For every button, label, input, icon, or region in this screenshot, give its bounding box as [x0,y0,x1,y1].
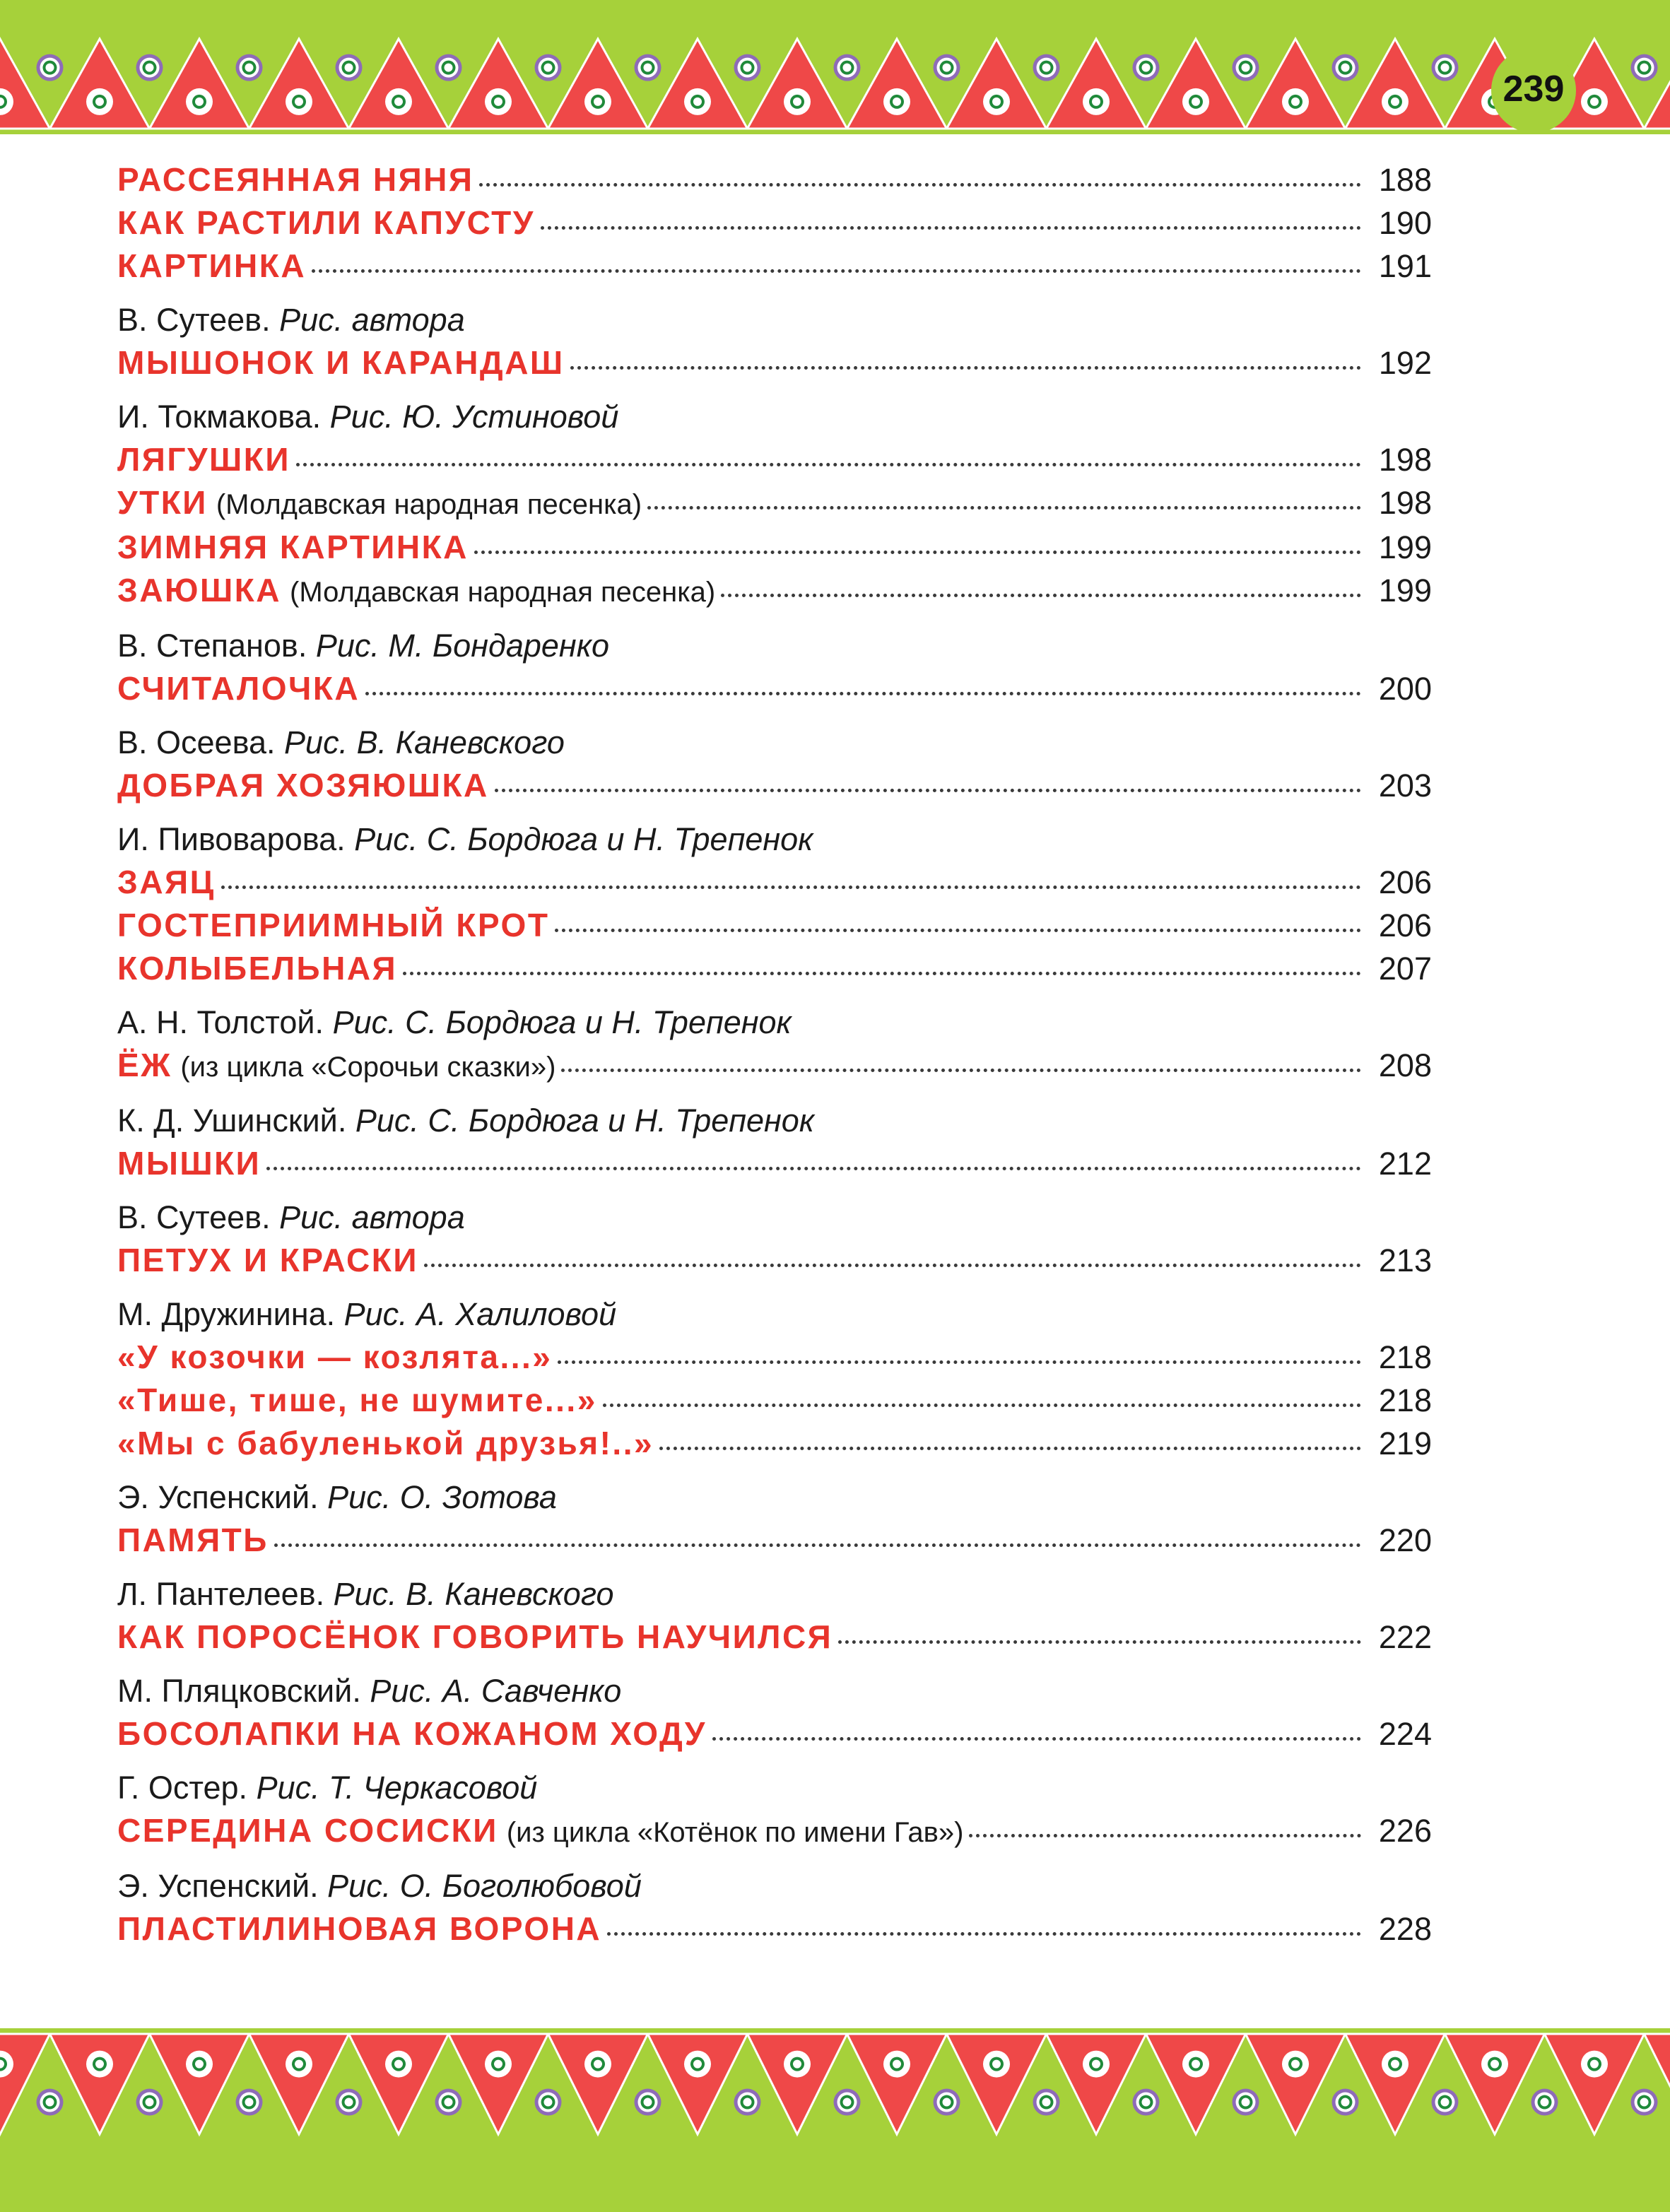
author-line [117,1196,1432,1239]
dot-leader [969,1834,1361,1837]
entry-title: ЁЖ [117,1047,172,1083]
entry-title: СЕРЕДИНА СОСИСКИ [117,1812,498,1849]
ornament-circle [644,2098,652,2107]
author-name: И. Токмакова. [117,399,322,435]
ornament-circle [594,2060,602,2069]
page-number: 239 [1503,69,1565,110]
dot-leader [274,1543,1361,1547]
dot-leader [603,1404,1361,1407]
entry-note: (из цикла «Котёнок по имени Гав») [506,1817,964,1848]
entry-page-number: 219 [1378,1425,1432,1461]
toc-entry[interactable] [117,1616,1432,1659]
author-name: М. Дружинина. [117,1296,336,1332]
bottom-ornament-border [0,2028,1670,2212]
toc-entry[interactable] [117,158,1432,201]
entry-title: КАК РАСТИЛИ КАПУСТУ [117,204,535,241]
ornament-circle [1640,64,1649,72]
dot-leader [479,183,1361,187]
author-name: В. Сутеев. [117,302,271,338]
ornament-circle [1341,64,1350,72]
author-name: Э. Успенский. [117,1479,319,1515]
entry-page-number: 203 [1378,767,1432,804]
entry-title: ПЕТУХ И КРАСКИ [117,1242,418,1278]
ornament-circle [1541,2098,1549,2107]
author-line [117,1670,1432,1712]
ornament-circle [295,98,303,106]
ornament-circle [544,64,553,72]
entry-page-number: 200 [1378,671,1432,707]
author-name: В. Сутеев. [117,1199,271,1235]
entry-page-number: 199 [1378,529,1432,565]
author-line [117,722,1432,764]
toc-entry[interactable] [117,904,1432,947]
ornament-circle [95,98,104,106]
ornament-circle [943,2098,951,2107]
illustrator: Рис. А. Халиловой [343,1296,617,1332]
entry-title: ПЛАСТИЛИНОВАЯ ВОРОНА [117,1910,602,1947]
toc-entry[interactable] [117,481,1432,526]
entry-note: (из цикла «Сорочьи сказки») [180,1052,556,1083]
toc-entry[interactable] [117,667,1432,710]
author-line [117,625,1432,667]
ornament-circle [893,2060,901,2069]
dot-leader [312,269,1361,273]
ornament-circle [195,98,204,106]
toc-entry[interactable] [117,438,1432,481]
entry-page-number: 188 [1378,162,1432,198]
dot-leader [221,886,1361,889]
entry-page-number: 220 [1378,1522,1432,1558]
illustrator: Рис. Т. Черкасовой [256,1770,538,1806]
ornament-circle [445,2098,453,2107]
dot-leader [555,929,1361,932]
dot-leader [365,692,1361,695]
ornament-circle [743,2098,752,2107]
toc-entry[interactable] [117,1422,1432,1465]
author-name: А. Н. Толстой. [117,1004,324,1040]
ornament-circle [1441,64,1450,72]
illustrator: Рис. Ю. Устиновой [329,399,619,435]
ornament-circle [992,2060,1001,2069]
illustrator: Рис. С. Бордюга и Н. Трепенок [355,1102,815,1139]
entry-page-number: 212 [1378,1146,1432,1182]
dot-leader [647,506,1361,510]
ornament-circle [195,2060,204,2069]
ornament-circle [1092,98,1100,106]
ornament-circle [1242,2098,1250,2107]
dot-leader [838,1640,1361,1644]
author-name: И. Пивоварова. [117,821,346,857]
ornament-circle [1341,2098,1350,2107]
entry-page-number: 199 [1378,572,1432,608]
illustrator: Рис. О. Зотова [327,1479,557,1515]
entry-title: КАК ПОРОСЁНОК ГОВОРИТЬ НАУЧИЛСЯ [117,1618,833,1655]
ornament-circle [793,98,801,106]
ornament-circle [943,64,951,72]
toc-entry[interactable] [117,1907,1432,1951]
entry-page-number: 198 [1378,442,1432,478]
dot-leader [659,1447,1361,1450]
ornament-circle [1192,98,1200,106]
entry-title: РАССЕЯННАЯ НЯНЯ [117,161,474,198]
ornament-circle [1391,98,1399,106]
entry-title: УТКИ [117,484,208,521]
ornament-circle [1640,2098,1649,2107]
author-name: Г. Остер. [117,1770,248,1806]
author-name: В. Степанов. [117,628,307,664]
dot-leader [296,463,1361,466]
dot-leader [541,226,1361,230]
author-line [117,396,1432,438]
entry-title: ЗАЮШКА [117,572,281,608]
ornament-circle [1590,98,1599,106]
entry-title: КОЛЫБЕЛЬНАЯ [117,950,398,987]
dot-leader [495,789,1361,792]
author-line [117,1293,1432,1336]
author-line [117,1573,1432,1616]
dot-leader [721,594,1361,597]
toc-entry[interactable] [117,1519,1432,1562]
entry-title: «У козочки — козлята...» [117,1339,553,1375]
ornament-circle [843,64,852,72]
ornament-circle [1590,2060,1599,2069]
ornament-circle [46,2098,54,2107]
entry-page-number: 206 [1378,907,1432,943]
author-name: М. Пляцковский. [117,1673,361,1709]
entry-title: ЛЯГУШКИ [117,441,290,478]
author-line [117,1476,1432,1519]
ornament-circle [992,98,1001,106]
dot-leader [570,366,1361,370]
author-line [117,1001,1432,1044]
entry-page-number: 190 [1378,205,1432,241]
ornament-circle [345,2098,353,2107]
ornament-circle [146,2098,154,2107]
toc-entry[interactable] [117,201,1432,245]
ornament-circle [1142,2098,1151,2107]
illustrator: Рис. О. Боголюбовой [327,1868,642,1904]
entry-page-number: 192 [1378,345,1432,381]
dot-leader [607,1932,1361,1936]
entry-title: ДОБРАЯ ХОЗЯЮШКА [117,767,489,804]
author-line [117,1100,1432,1142]
entry-page-number: 206 [1378,864,1432,900]
entry-page-number: 218 [1378,1339,1432,1375]
illustrator: Рис. автора [279,302,465,338]
illustrator: Рис. С. Бордюга и Н. Трепенок [354,821,813,857]
ornament-circle [1142,64,1151,72]
toc-entry[interactable] [117,861,1432,904]
ornament-circle [1291,98,1300,106]
entry-page-number: 218 [1378,1382,1432,1418]
ornament-circle [594,98,602,106]
toc-entry[interactable] [117,245,1432,288]
ornament-circle [95,2060,104,2069]
entry-title: «Мы с бабуленькой друзья!..» [117,1425,654,1461]
toc-entry[interactable] [117,947,1432,990]
entry-title: МЫШКИ [117,1145,261,1182]
ornament-circle [693,2060,702,2069]
toc-entry[interactable] [117,1379,1432,1422]
dot-leader [424,1264,1361,1267]
entry-title: КАРТИНКА [117,247,307,284]
ornament-circle [494,98,502,106]
dot-leader [474,551,1361,554]
toc-entry[interactable] [117,569,1432,613]
triangle-ornament [0,2028,1670,2212]
author-line [117,818,1432,861]
entry-page-number: 191 [1378,248,1432,284]
entry-title: ГОСТЕПРИИМНЫЙ КРОТ [117,907,550,943]
ornament-circle [1092,2060,1100,2069]
ornament-circle [494,2060,502,2069]
ornament-circle [544,2098,553,2107]
ornament-circle [1391,2060,1399,2069]
entry-title: СЧИТАЛОЧКА [117,670,360,707]
author-line [117,1767,1432,1809]
dot-leader [403,972,1361,975]
dot-leader [266,1167,1361,1170]
toc-entry[interactable] [117,764,1432,807]
ornament-circle [1291,2060,1300,2069]
entry-page-number: 226 [1378,1813,1432,1849]
ornament-circle [345,64,353,72]
ornament-circle [1042,64,1051,72]
entry-note: (Молдавская народная песенка) [216,489,642,520]
entry-page-number: 208 [1378,1047,1432,1083]
author-name: Э. Успенский. [117,1868,319,1904]
entry-page-number: 213 [1378,1242,1432,1278]
dot-leader [558,1360,1361,1364]
entry-title: ЗИМНЯЯ КАРТИНКА [117,529,469,565]
illustrator: Рис. А. Савченко [370,1673,622,1709]
entry-title: МЫШОНОК И КАРАНДАШ [117,344,565,381]
ornament-circle [445,64,453,72]
triangle-ornament [0,0,1670,134]
ornament-circle [46,64,54,72]
entry-title: БОСОЛАПКИ НА КОЖАНОМ ХОДУ [117,1715,707,1752]
top-ornament-border [0,0,1670,134]
author-name: В. Осеева. [117,724,276,760]
entry-page-number: 222 [1378,1619,1432,1655]
ornament-circle [245,64,254,72]
toc-entry[interactable] [117,1712,1432,1755]
ornament-circle [245,2098,254,2107]
entry-title: «Тише, тише, не шумите...» [117,1382,597,1418]
dot-leader [712,1737,1361,1741]
author-line [117,1865,1432,1907]
illustrator: Рис. М. Бондаренко [315,628,609,664]
illustrator: Рис. В. Каневского [284,724,565,760]
entry-title: ПАМЯТЬ [117,1522,269,1558]
toc-entry[interactable] [117,1142,1432,1185]
ornament-circle [1242,64,1250,72]
author-name: Л. Пантелеев. [117,1576,325,1612]
ornament-circle [893,98,901,106]
entry-page-number: 224 [1378,1716,1432,1752]
entry-title: ЗАЯЦ [117,864,216,900]
table-of-contents [117,158,1432,1951]
ornament-circle [1441,2098,1450,2107]
author-line [117,299,1432,341]
ornament-circle [793,2060,801,2069]
illustrator: Рис. С. Бордюга и Н. Трепенок [332,1004,792,1040]
toc-entry[interactable] [117,1336,1432,1379]
entry-page-number: 228 [1378,1911,1432,1947]
ornament-circle [394,2060,403,2069]
toc-entry[interactable] [117,1809,1432,1854]
ornament-circle [693,98,702,106]
author-name: К. Д. Ушинский. [117,1102,347,1139]
entry-note: (Молдавская народная песенка) [290,577,716,608]
ornament-circle [1490,2060,1499,2069]
toc-entry[interactable] [117,341,1432,384]
dot-leader [561,1069,1361,1072]
ornament-circle [1192,2060,1200,2069]
toc-entry[interactable] [117,526,1432,569]
toc-entry[interactable] [117,1044,1432,1088]
ornament-circle [843,2098,852,2107]
ornament-circle [743,64,752,72]
ornament-circle [146,64,154,72]
ornament-circle [1042,2098,1051,2107]
illustrator: Рис. автора [279,1199,465,1235]
ornament-circle [644,64,652,72]
ornament-circle [394,98,403,106]
toc-entry[interactable] [117,1239,1432,1282]
entry-page-number: 198 [1378,485,1432,521]
illustrator: Рис. В. Каневского [333,1576,614,1612]
entry-page-number: 207 [1378,951,1432,987]
ornament-circle [295,2060,303,2069]
